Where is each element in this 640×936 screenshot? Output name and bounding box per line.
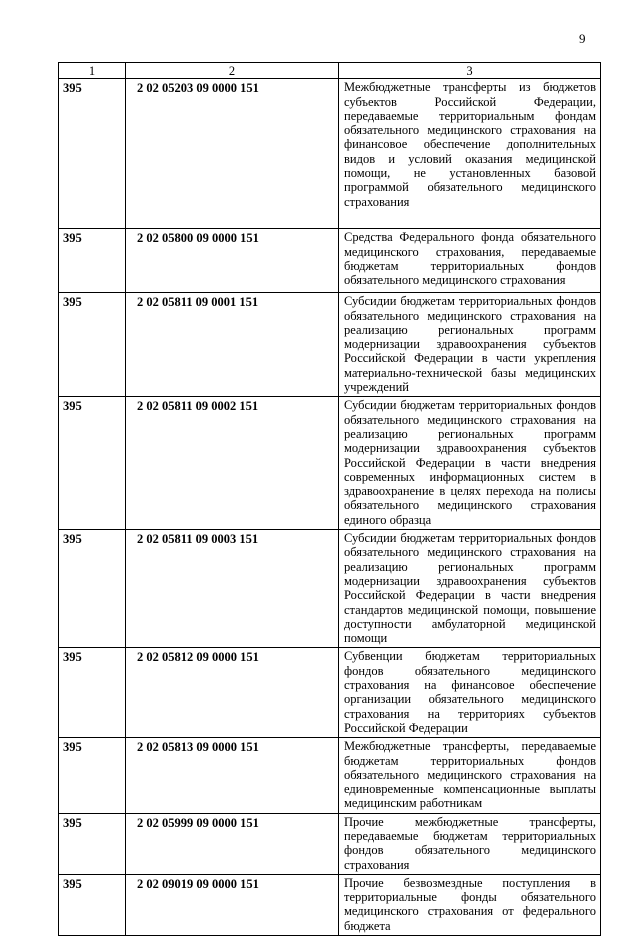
admin-code-cell: 395 [59, 397, 126, 530]
revenue-code-cell: 2 02 05811 09 0003 151 [126, 530, 339, 648]
table-row [59, 648, 601, 738]
table-row [59, 813, 601, 874]
table-row [59, 293, 601, 397]
table-row [59, 229, 601, 293]
page-number: 9 [579, 31, 586, 46]
column-header-2: 2 [126, 63, 339, 79]
admin-code-cell: 395 [59, 293, 126, 397]
table-row [59, 397, 601, 530]
column-header-1: 1 [59, 63, 126, 79]
admin-code-cell: 395 [59, 229, 126, 293]
table-row [59, 79, 601, 229]
description-cell: Прочие безвозмездные поступления в территориальные фонды обязательного медицинского страхования от федерального бюджета [339, 874, 601, 935]
description-cell: Субвенции бюджетам территориальных фондов обязательного медицинского страхования на финансовое обеспечение организации обязательного медицинского страхования на территориях субъектов Российской Федерации [339, 648, 601, 738]
revenue-code-cell: 2 02 05800 09 0000 151 [126, 229, 339, 293]
table-header-row [59, 63, 601, 79]
admin-code-cell: 395 [59, 813, 126, 874]
description-cell: Субсидии бюджетам территориальных фондов обязательного медицинского страхования на реализацию региональных программ модернизации здравоохранения субъектов Российской Федерации в части внедрения современных информационных систем в здравоохранение в целях перехода на полисы обязательного медицинского страхования единого образца [339, 397, 601, 530]
revenue-code-cell: 2 02 05811 09 0001 151 [126, 293, 339, 397]
description-cell: Субсидии бюджетам территориальных фондов обязательного медицинского страхования на реализацию региональных программ модернизации здравоохранения субъектов Российской Федерации в части внедрения стандартов медицинской помощи, повышение доступности амбулаторной медицинской помощи [339, 530, 601, 648]
admin-code-cell: 395 [59, 648, 126, 738]
column-header-3: 3 [339, 63, 601, 79]
admin-code-cell: 395 [59, 79, 126, 229]
description-cell: Субсидии бюджетам территориальных фондов обязательного медицинского страхования на реализацию региональных программ модернизации здравоохранения субъектов Российской Федерации в части укрепления материально-технической базы медицинских учреждений [339, 293, 601, 397]
admin-code-cell: 395 [59, 874, 126, 935]
revenue-code-cell: 2 02 09019 09 0000 151 [126, 874, 339, 935]
revenue-code-cell: 2 02 05812 09 0000 151 [126, 648, 339, 738]
description-cell: Средства Федерального фонда обязательного медицинского страхования, передаваемые бюджетам территориальных фондов обязательного медицинского страхования [339, 229, 601, 293]
revenue-code-cell: 2 02 05203 09 0000 151 [126, 79, 339, 229]
admin-code-cell: 395 [59, 530, 126, 648]
table-row [59, 738, 601, 813]
description-cell: Межбюджетные трансферты, передаваемые бюджетам территориальных фондов обязательного медицинского страхования на единовременные компенсационные выплаты медицинским работникам [339, 738, 601, 813]
revenue-code-cell: 2 02 05811 09 0002 151 [126, 397, 339, 530]
description-cell: Межбюджетные трансферты из бюджетов субъектов Российской Федерации, передаваемые территориальным фондам обязательного медицинского страхования на финансовое обеспечение дополнительных видов и условий оказания медицинской помощи, не установленных базовой программой обязательного медицинского страхования [339, 79, 601, 229]
revenue-code-cell: 2 02 05813 09 0000 151 [126, 738, 339, 813]
table-row [59, 530, 601, 648]
description-cell: Прочие межбюджетные трансферты, передаваемые бюджетам территориальных фондов обязательного медицинского страхования [339, 813, 601, 874]
admin-code-cell: 395 [59, 738, 126, 813]
budget-code-table [58, 62, 601, 936]
revenue-code-cell: 2 02 05999 09 0000 151 [126, 813, 339, 874]
